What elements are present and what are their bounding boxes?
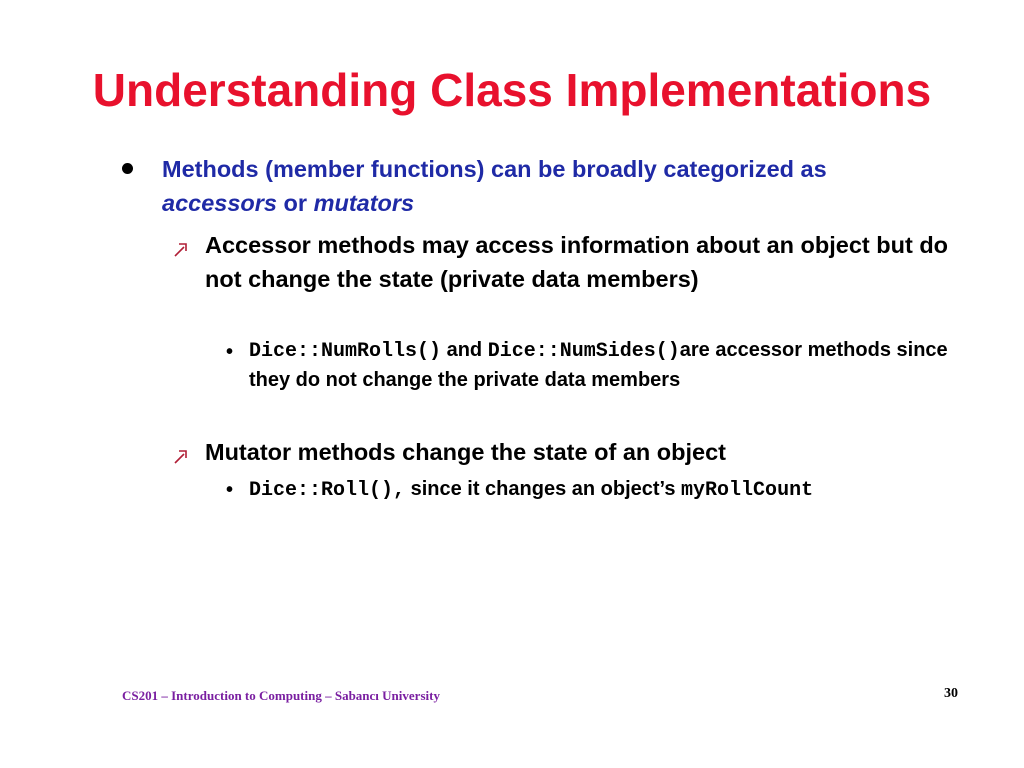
and-text: and	[441, 339, 488, 361]
arrow-up-right-icon	[172, 239, 190, 259]
small-bullet-icon: •	[226, 479, 234, 501]
code-numrolls: Dice::NumRolls()	[249, 340, 442, 363]
page-number: 30	[944, 686, 958, 701]
mutator-example	[249, 475, 979, 505]
small-bullet-icon: •	[226, 341, 234, 363]
code-roll: Dice::Roll(),	[249, 479, 406, 502]
footer-course: CS201 – Introduction to Computing – Sabancı University	[122, 688, 440, 703]
accessor-example-rest: are accessor methods since they do not change the private data members	[249, 339, 948, 391]
term-accessors: accessors	[162, 190, 277, 216]
accessor-example	[249, 336, 979, 395]
arrow-up-right-icon	[172, 446, 190, 466]
sub-bullet-accessor: Accessor methods may access information about an object but do not change the state (private data members)	[205, 232, 949, 292]
bullet-methods-text: Methods (member functions) can be broadly categorized as	[162, 156, 827, 182]
sub-bullet-mutator: Mutator methods change the state of an object	[205, 439, 726, 465]
code-numsides: Dice::NumSides()	[487, 340, 680, 363]
term-mutators: mutators	[313, 190, 415, 216]
bullet-methods	[162, 152, 982, 220]
conjunction-or: or	[277, 190, 314, 216]
code-myrollcount: myRollCount	[681, 479, 814, 502]
bullet-dot-icon	[122, 163, 133, 174]
slide-title: Understanding Class Implementations	[92, 64, 932, 116]
mutator-example-middle: since it changes an object’s	[405, 478, 682, 500]
